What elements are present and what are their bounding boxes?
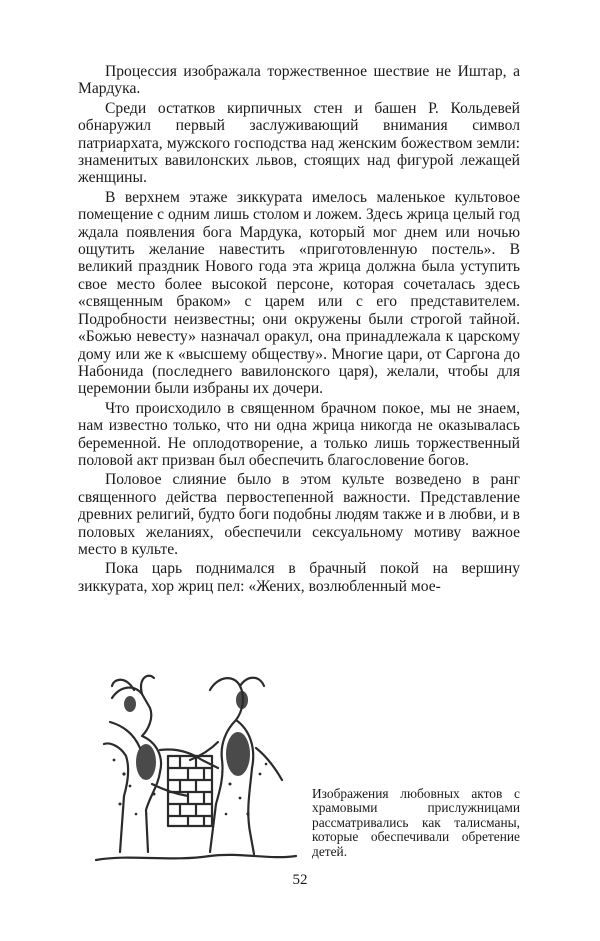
illustration-figure [90, 664, 302, 870]
paragraph-4: Что происходило в священном брачном покое, мы не знаем, нам известно только, что ни одна жрица никогда не оказывалась беременной. Не оплодотворение, а только лишь торжественный половой акт призван был обеспечить благословение богов. [78, 399, 520, 469]
paragraph-5: Половое слияние было в этом культе возведено в ранг священного действа первостепенной важности. Представление древних религий, будто боги подобны людям также и в любви, и в половых желаниях, обеспечили сексуальному мотиву важное место в культе. [78, 471, 520, 558]
figure-caption: Изображения любовных актов с храмовыми прислужницами рассматривались как талисманы, которые обеспечивали обретение детей. [312, 786, 520, 859]
paragraph-1: Процессия изображала торжественное шествие не Иштар, а Мардука. [78, 63, 520, 98]
page-number: 52 [292, 872, 308, 888]
cylinder-seal-drawing [90, 664, 302, 870]
paragraph-6: Пока царь поднимался в брачный покой на вершину зиккурата, хор жриц пел: «Жених, возлюбленный мое- [78, 560, 520, 595]
paragraph-3: В верхнем этаже зиккурата имелось маленькое культовое помещение с одним лишь столом и ложем. Здесь жрица целый год ждала появления бога Мардука, который мог днем или ночью ощутить желание навестить «приготовленную постель». В великий праздник Нового года эта жрица должна была уступить свое место более высокой персоне, которая сочеталась здесь «священным браком» с царем или с его представителем. Подробности неизвестны; они окружены были строгой тайной. «Божью невесту» назначал оракул, она принадлежала к царскому дому или же к «высшему обществу». Многие цари, от Саргона до Набонида (последнего вавилонского царя), желали, чтобы для церемонии были избраны их дочери. [78, 188, 520, 398]
body-text [78, 63, 520, 597]
paragraph-2: Среди остатков кирпичных стен и башен Р. Кольдевей обнаружил первый заслуживающий внимания символ патриархата, мужского господства над женским божеством земли: знаменитых вавилонских львов, стоящих над фигурой лежащей женщины. [78, 99, 520, 187]
